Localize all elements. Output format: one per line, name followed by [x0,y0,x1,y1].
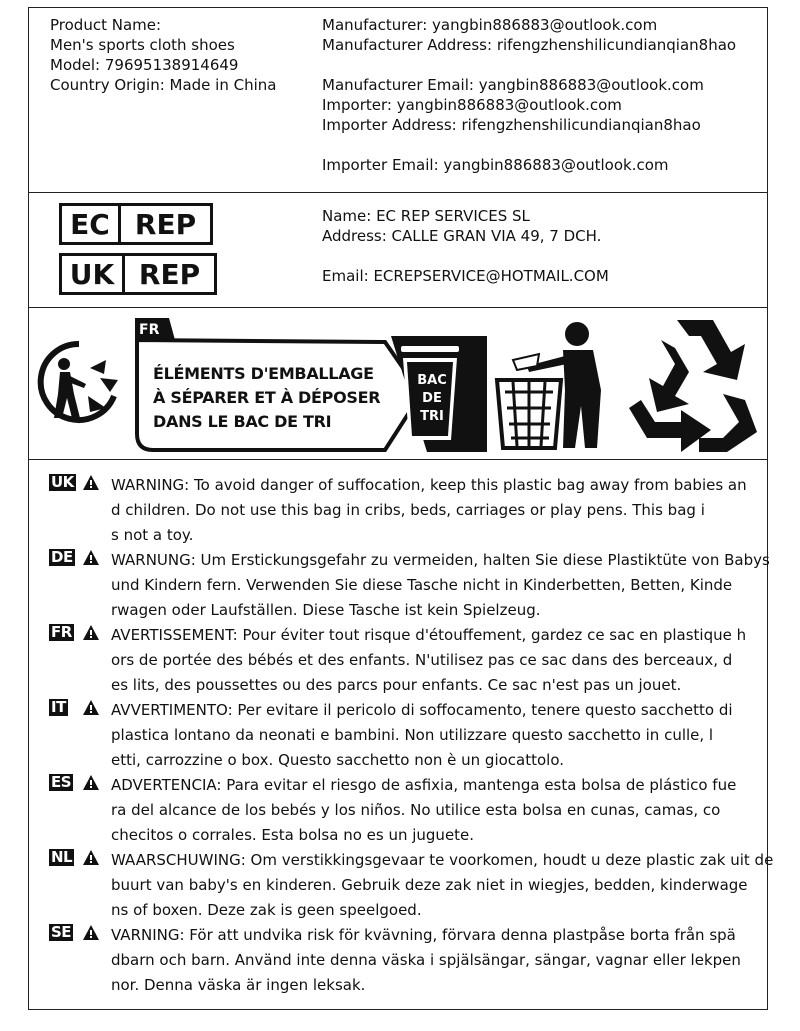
triman-icon [34,338,124,426]
importer-email: Importer Email: yangbin886883@outlook.com [322,156,669,174]
warning-line: VARNING: För att undvika risk för kvävning, förvara denna plastpåse borta från spä [111,926,736,944]
warning-line: checitos o corrales. Esta bolsa no es un juguete. [111,826,475,844]
rep-name: Name: EC REP SERVICES SL [322,207,530,225]
bin-label-line3: TRI [420,409,444,424]
warning-triangle-icon [82,924,100,941]
warning-nl-text [111,848,781,923]
manufacturer-line: Manufacturer: yangbin886883@outlook.com [322,16,658,34]
manufacturer-email: Manufacturer Email: yangbin886883@outlook.com [322,76,704,94]
warning-triangle-icon [82,624,100,641]
recycle-icon [627,312,767,456]
warning-uk-text [111,473,781,548]
warning-es-text [111,773,781,848]
info-tri-line2: À SÉPARER ET À DÉPOSER [153,388,381,407]
warning-triangle-icon [82,699,100,716]
warnings-section [29,460,774,1010]
label-sheet [28,7,774,1010]
warning-line: ors de portée des bébés et des enfants. N'utilisez pas ce sac dans des berceaux, d [111,651,733,669]
info-tri-line3: DANS LE BAC DE TRI [153,412,332,431]
warning-triangle-icon [82,849,100,866]
product-model: Model: 79695138914649 [50,56,239,74]
info-tri-line1: ÉLÉMENTS D'EMBALLAGE [153,364,374,383]
flag-uk: UK [51,473,74,491]
warning-line: s not a toy. [111,526,194,544]
ec-rep-logo [59,203,213,245]
warning-line: d children. Do not use this bag in cribs, beds, carriages or play pens. This bag i [111,501,705,519]
flag-nl: NL [51,848,73,866]
warning-line: WARNUNG: Um Erstickungsgefahr zu vermeiden, halten Sie diese Plastiktüte von Babys [111,551,770,569]
product-info-section [29,8,767,193]
warning-line: AVERTISSEMENT: Pour éviter tout risque d'étouffement, gardez ce sac en plastique h [111,626,747,644]
rep-section [29,193,767,308]
flag-it: IT [51,698,66,716]
flag-se: SE [51,923,72,941]
warning-triangle-icon [82,774,100,791]
warning-line: etti, carrozzine o box. Questo sacchetto non è un giocattolo. [111,751,565,769]
info-tri-text [153,362,380,434]
warning-line: nor. Denna väska är ingen leksak. [111,976,366,994]
product-name-value: Men's sports cloth shoes [50,36,235,54]
warning-line: ra del alcance de los bebés y los niños. No utilice esta bolsa en cunas, camas, co [111,801,721,819]
warning-triangle-icon [82,549,100,566]
fr-tag: FR [139,322,160,338]
warning-line: ADVERTENCIA: Para evitar el riesgo de asfixia, mantenga esta bolsa de plástico fue [111,776,737,794]
ec-rep-left: EC [70,207,110,241]
tidyman-icon [493,320,623,450]
uk-rep-left: UK [69,257,115,291]
warning-line: dbarn och barn. Använd inte denna väska i spjälsängar, sängar, vagnar eller lekpen [111,951,741,969]
warning-triangle-icon [82,474,100,491]
warning-it-text [111,698,781,773]
flag-fr: FR [51,623,72,641]
warning-line: WARNING: To avoid danger of suffocation, keep this plastic bag away from babies an [111,476,747,494]
warning-line: buurt van baby's en kinderen. Gebruik deze zak niet in wiegjes, bedden, kinderwage [111,876,748,894]
flag-es: ES [51,773,72,791]
warning-line: plastica lontano da neonati e bambini. Non utilizzare questo sacchetto in culle, l [111,726,714,744]
warning-de-text [111,548,781,623]
warning-line: ns of boxen. Deze zak is geen speelgoed. [111,901,422,919]
manufacturer-address: Manufacturer Address: rifengzhenshilicundianqian8hao [322,36,737,54]
importer-line: Importer: yangbin886883@outlook.com [322,96,622,114]
rep-email: Email: ECREPSERVICE@HOTMAIL.COM [322,267,609,285]
product-name-label: Product Name: [50,16,162,34]
warning-se-text [111,923,781,998]
warning-line: es lits, des poussettes ou des parcs pour enfants. Ce sac n'est pas un jouet. [111,676,682,694]
warning-line: AVVERTIMENTO: Per evitare il pericolo di soffocamento, tenere questo sacchetto di [111,701,733,719]
ec-rep-right: REP [134,207,197,241]
bin-label-line2: DE [422,391,442,406]
flag-de: DE [51,548,73,566]
uk-rep-right: REP [138,257,201,291]
importer-address: Importer Address: rifengzhenshilicundianqian8hao [322,116,701,134]
warning-line: rwagen oder Laufställen. Diese Tasche ist kein Spielzeug. [111,601,541,619]
warning-line: und Kindern fern. Verwenden Sie diese Tasche nicht in Kinderbetten, Betten, Kinde [111,576,733,594]
uk-rep-logo [59,253,217,295]
recycling-section [29,308,767,460]
warning-fr-text [111,623,781,698]
rep-address: Address: CALLE GRAN VIA 49, 7 DCH. [322,227,602,245]
product-origin: Country Origin: Made in China [50,76,277,94]
bin-label [409,372,455,426]
bin-label-line1: BAC [417,373,447,388]
warning-line: WAARSCHUWING: Om verstikkingsgevaar te voorkomen, houdt u deze plastic zak uit de [111,851,774,869]
